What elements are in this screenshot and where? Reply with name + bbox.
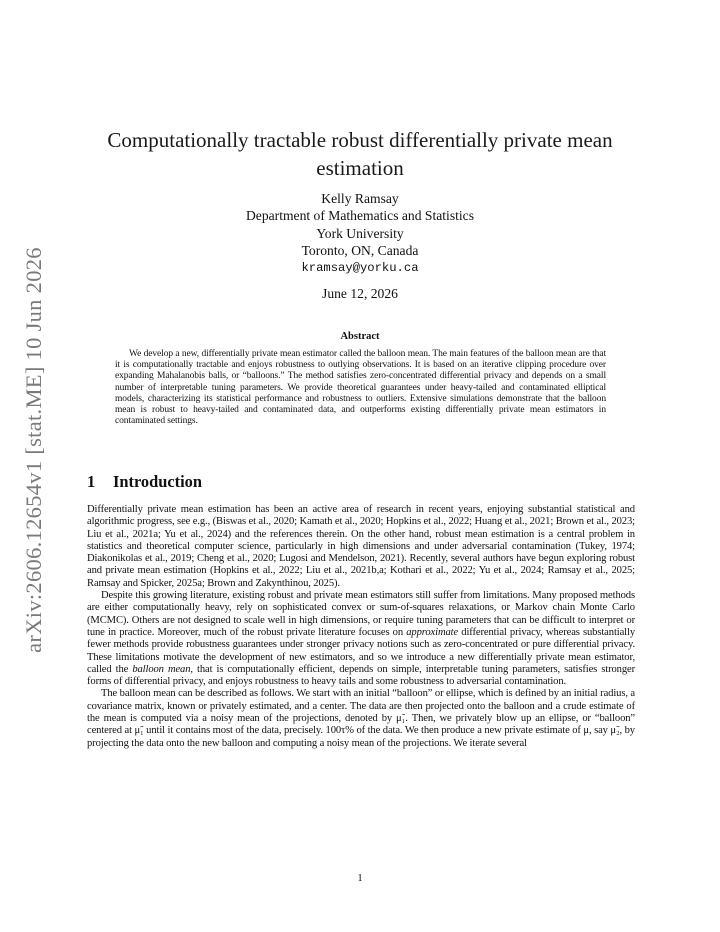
paragraph-3: The balloon mean can be described as follows. We start with an initial “balloon” or ellipse, which is defined by an initial radius, a covariance matrix, known or privately estimated, and a center. The data are then projected onto the balloon and a crude estimate of the mean is computed via a noisy mean of the projections, denoted by μ̃₁. Then, we privately blow up an ellipse, or “balloon” centered at μ̃₁ until it contains most of the data, precisely. 100τ% of the data. We then produce a new private estimate of μ, say μ̃₂, by projecting the data onto the new balloon and computing a noisy mean of the projections. We iterate several bbox=[87, 688, 635, 749]
section-number: 1 bbox=[87, 472, 96, 491]
author-block bbox=[160, 190, 560, 277]
emphasis-approximate: approximate bbox=[406, 626, 459, 638]
arxiv-identifier[interactable]: arXiv:2606.12654v1 [stat.ME] 10 Jun 2026 bbox=[21, 247, 46, 653]
paragraph-2-part-a: Despite this growing literature, existing robust and private mean estimators still suffer from limitations. Many proposed methods are either computationally heavy, rely on sophisticated convex or sum-of-squares relaxations, or Markov chain Monte Carlo (MCMC). Others are not designed to scale well in high dimensions, or require tuning parameters that can be difficult to interpret or tune in practice. Moreover, much of the robust private literature focuses on bbox=[87, 590, 635, 638]
section-heading bbox=[87, 472, 202, 492]
author-university: York University bbox=[316, 225, 404, 241]
emphasis-balloon-mean: balloon mean bbox=[132, 663, 191, 675]
paragraph-2 bbox=[87, 590, 635, 688]
abstract-text: We develop a new, differentially private mean estimator called the balloon mean. The main features of the balloon mean are that it is computationally tractable and enjoys robustness to outlying observations. It is based on an iterative clipping procedure over expanding Mahalanobis balls, or “balloons.” The method satisfies zero-concentrated differential privacy and depends on a small number of interpretable tuning parameters. We provide theoretical guarantees under heavy-tailed and contaminated elliptical models, characterizing its statistical performance and robustness to outliers. Extensive simulations demonstrate that the balloon mean is robust to heavy-tailed and contaminated data, and outperforms existing differentially private mean estimators in contaminated settings. bbox=[115, 349, 606, 427]
section-title: Introduction bbox=[113, 472, 202, 491]
paper-title: Computationally tractable robust differentially private mean estimation bbox=[107, 128, 613, 180]
paragraph-2-part-b: differential privacy, whereas substantially fewer methods provide robustness guarantees under stronger privacy notions such as zero-concentrated or pure differential privacy. These limitations motivate the development of new estimators, and so we introduce a new differentially private mean estimator, called the bbox=[87, 626, 635, 675]
author-department: Department of Mathematics and Statistics bbox=[245, 208, 474, 224]
author-email[interactable]: kramsay@yorku.ca bbox=[301, 260, 419, 275]
abstract-heading: Abstract bbox=[340, 331, 380, 342]
body-text bbox=[87, 504, 635, 750]
page-number: 1 bbox=[357, 873, 363, 884]
author-name: Kelly Ramsay bbox=[321, 191, 399, 206]
author-location: Toronto, ON, Canada bbox=[301, 243, 419, 259]
paragraph-1: Differentially private mean estimation has been an active area of research in recent years, enjoying substantial statistical and algorithmic progress, see e.g., (Biswas et al., 2020; Kamath et al., 2020; Hopkins et al., 2022; Huang et al., 2021; Brown et al., 2023; Liu et al., 2021a; Yu et al., 2024) and the references therein. On the other hand, robust mean estimation is a central problem in statistics and theoretical computer science, particularly in high dimensions and under adversarial contamination (Tukey, 1974; Diakonikolas et al., 2019; Cheng et al., 2020; Lugosi and Mendelson, 2021). Recently, several authors have begun exploring robust and private mean estimation (Hopkins et al., 2022; Liu et al., 2021b,a; Kothari et al., 2022; Yu et al., 2024; Ramsay et al., 2025; Ramsay and Spicker, 2025a; Brown and Zakynthinou, 2025). bbox=[87, 504, 635, 589]
paragraph-2-part-c: , that is computationally efficient, depends on simple, interpretable tuning parameters, satisfies stronger forms of differential privacy, and enjoys robustness to heavy tails and some robustness to adversarial contamination. bbox=[87, 663, 635, 688]
paper-date: June 12, 2026 bbox=[322, 286, 398, 301]
